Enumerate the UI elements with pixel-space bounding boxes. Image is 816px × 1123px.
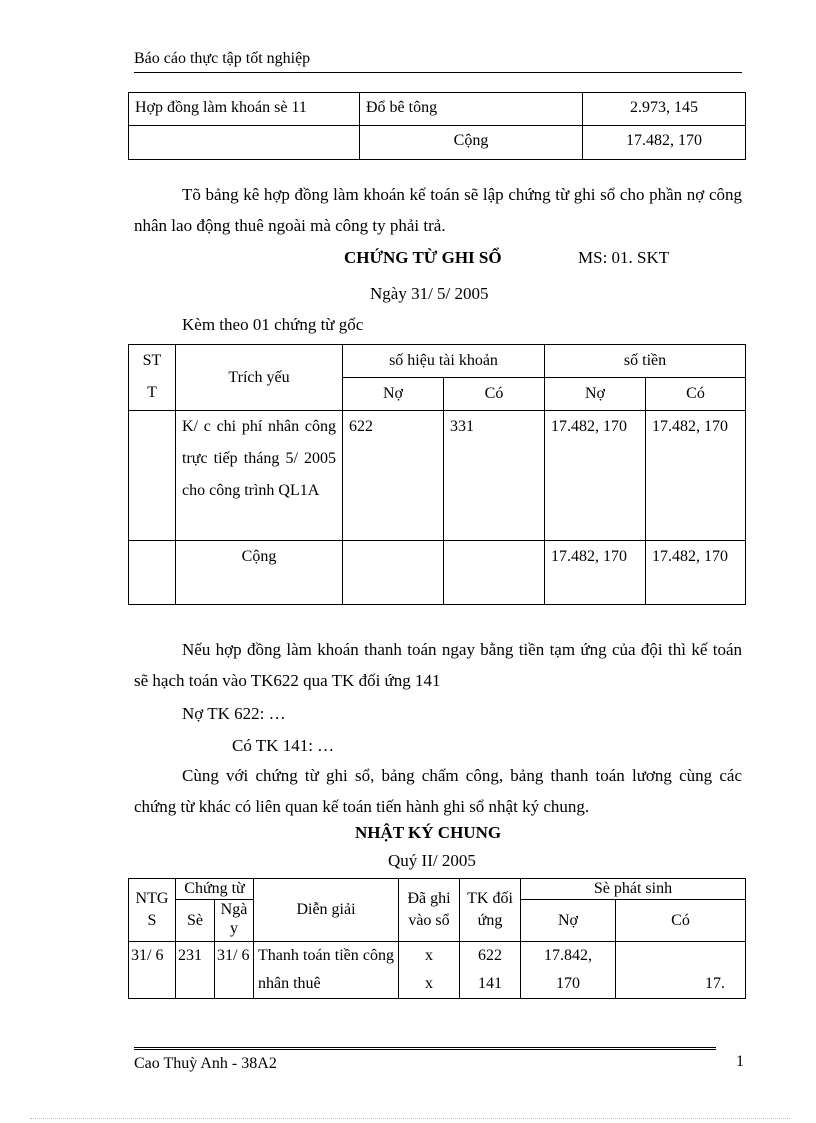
cell <box>129 126 360 160</box>
header-rule <box>134 72 742 73</box>
row-tk-2: 141 <box>478 975 502 992</box>
cell: Đổ bê tông <box>360 93 583 126</box>
voucher-title: CHỨNG TỪ GHI SỔ <box>344 248 502 267</box>
cell <box>129 541 176 605</box>
row-co-amount <box>616 942 746 999</box>
cell <box>444 541 545 605</box>
row-no-amount: 17.842, 170 <box>521 942 616 999</box>
total-label: Cộng <box>176 541 343 605</box>
header-arising-no: Nợ <box>521 900 616 942</box>
row-co-account: 331 <box>444 411 545 541</box>
journal-period: Quý II/ 2005 <box>388 851 476 870</box>
footer-author: Cao Thuỳ Anh - 38A2 <box>134 1055 277 1072</box>
cell <box>129 411 176 541</box>
page-number: 1 <box>736 1053 744 1070</box>
cell <box>343 541 444 605</box>
header-stt <box>129 345 176 411</box>
header-desc: Trích yếu <box>176 345 343 411</box>
cell: Cộng <box>360 126 583 160</box>
page-edge-dots <box>30 1118 790 1119</box>
contract-summary-table <box>128 92 746 160</box>
header-amt-no: Nợ <box>545 378 646 411</box>
row-ngay: 31/ 6 <box>215 942 254 999</box>
voucher-code: MS: 01. SKT <box>578 248 670 267</box>
header-ngay: Ngà y <box>215 900 254 942</box>
voucher-date: Ngày 31/ 5/ 2005 <box>370 284 489 303</box>
voucher-table <box>128 344 746 605</box>
row-co-amount: 17.482, 170 <box>646 411 746 541</box>
header-stt-line2: T <box>147 384 157 401</box>
cell: 17.482, 170 <box>583 126 746 160</box>
header-acct-co: Có <box>444 378 545 411</box>
header-desc: Diễn giải <box>254 879 399 942</box>
header-amt-co: Có <box>646 378 746 411</box>
journal-table <box>128 878 746 999</box>
header-so: Sè <box>176 900 215 942</box>
row-desc: Thanh toán tiền công nhân thuê <box>254 942 399 999</box>
header-ntgs: NTG S <box>129 879 176 942</box>
header-posted: Đã ghi vào sổ <box>399 879 460 942</box>
row-date: 31/ 6 <box>129 942 176 999</box>
header-stt-line1: ST <box>142 352 162 369</box>
cell: Hợp đồng làm khoán sè 11 <box>129 93 360 126</box>
total-no-amount: 17.482, 170 <box>545 541 646 605</box>
paragraph: Tõ bảng kê hợp đồng làm khoán kế toán sẽ lập chứng từ ghi sổ cho phần nợ công nhân lao động thuê ngoài mà công ty phải trả. <box>134 185 742 235</box>
cell: 2.973, 145 <box>583 93 746 126</box>
header-acct-no: Nợ <box>343 378 444 411</box>
paragraph: Cùng với chứng từ ghi sổ, bảng chấm công, bảng thanh toán lương cùng các chứng từ khác có liên quan kế toán tiến hành ghi sổ nhật ký chung. <box>134 766 742 816</box>
paragraph: Nếu hợp đồng làm khoán thanh toán ngay bằng tiền tạm ứng của đội thì kế toán sẽ hạch toán vào TK622 qua TK đối ứng 141 <box>134 640 742 690</box>
row-no-amount: 17.482, 170 <box>545 411 646 541</box>
page-header-title: Báo cáo thực tập tốt nghiệp <box>134 50 311 67</box>
header-contra-account: TK đối ứng <box>460 879 521 942</box>
row-posted-2: x <box>425 975 433 992</box>
row-co-value: 17. <box>705 975 725 992</box>
footer-rule <box>134 1047 716 1053</box>
row-posted <box>399 942 460 999</box>
row-so: 231 <box>176 942 215 999</box>
header-amount: số tiền <box>545 345 746 378</box>
row-tk-1: 622 <box>478 947 502 964</box>
entry-credit: Có TK 141: … <box>232 736 335 755</box>
journal-title: NHẬT KÝ CHUNG <box>355 823 502 842</box>
row-no-account: 622 <box>343 411 444 541</box>
header-voucher: Chứng từ <box>176 879 254 900</box>
total-co-amount: 17.482, 170 <box>646 541 746 605</box>
row-posted-1: x <box>425 947 433 964</box>
row-contra-account <box>460 942 521 999</box>
header-arising-co: Có <box>616 900 746 942</box>
voucher-attachment: Kèm theo 01 chứng từ gốc <box>182 315 364 334</box>
header-account: số hiệu tài khoản <box>343 345 545 378</box>
row-desc: K/ c chi phí nhân công trực tiếp tháng 5/ 2005 cho công trình QL1A <box>176 411 343 541</box>
entry-debit: Nợ TK 622: … <box>182 704 286 723</box>
header-arising: Sè phát sinh <box>521 879 746 900</box>
